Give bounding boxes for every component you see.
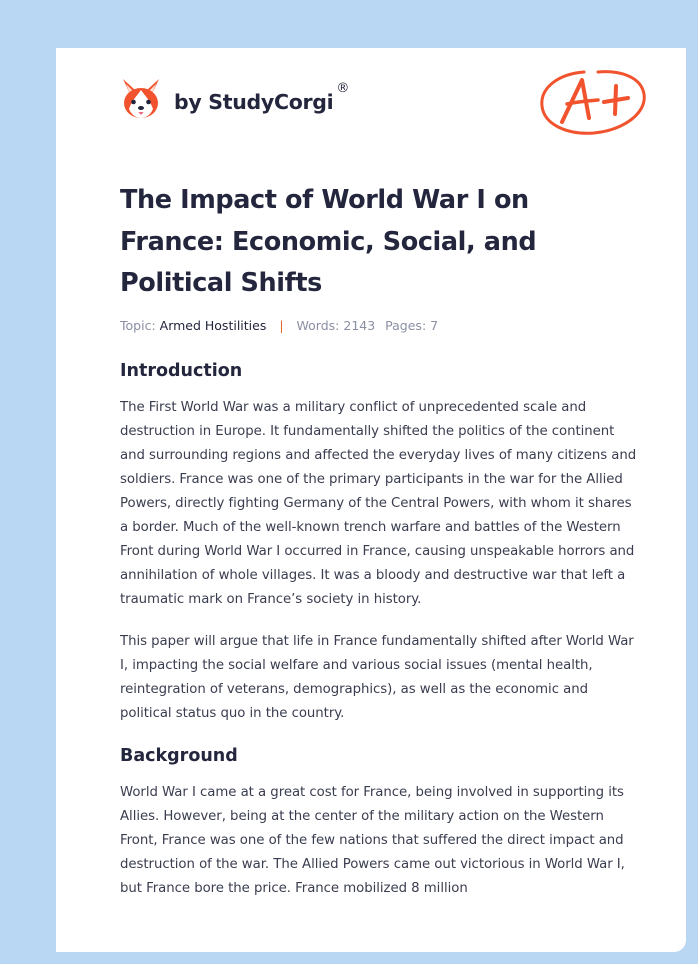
paragraph: This paper will argue that life in France fundamentally shifted after World War I, impacting the social welfare and various social issues (mental health, reintegration of veterans, demographics), as well as the economic and political status quo in the country. [120, 633, 634, 721]
logo-wordmark: by StudyCorgi [174, 90, 334, 114]
paragraph: World War I came at a great cost for France, being involved in supporting its Allies. However, being at the center of the military action on the Western Front, France was one of the few nations that suffered the direct impact and destruction of the war. The Allied Powers came out victorious in World War I, but France bore the price. France mobilized 8 million [120, 784, 625, 896]
topic-link[interactable]: Armed Hostilities [159, 317, 267, 333]
registered-mark: ® [336, 80, 350, 96]
pages-count: 7 [430, 317, 439, 333]
page-header [56, 48, 686, 168]
section-heading-background: Background [120, 745, 238, 766]
document-page [56, 48, 686, 952]
studycorgi-logo[interactable] [120, 76, 349, 120]
corgi-logo-icon [120, 76, 162, 120]
paragraph: The First World War was a military conflict of unprecedented scale and destruction in Europe. It fundamentally shifted the politics of the continent and surrounding regions and affected the everyday lives of many citizens and soldiers. France was one of the primary participants in the war for the Allied Powers, directly fighting Germany of the Central Powers, with whom it shares a border. Much of the well-known trench warfare and battles of the Western Front during World War I occurred in France, causing unspeakable horrors and annihilation of whole villages. It was a bloody and destructive war that left a traumatic mark on France’s society in history. [120, 399, 637, 607]
words-label: Words: [296, 317, 340, 333]
article-content [120, 180, 640, 901]
a-plus-grade-icon [538, 58, 650, 140]
topic-label: Topic: [120, 317, 156, 333]
pages-label: Pages: [385, 317, 427, 333]
section-heading-introduction: Introduction [120, 360, 243, 381]
meta-separator: | [279, 317, 284, 333]
article-title: The Impact of World War I on France: Economic, Social, and Political Shifts [120, 185, 537, 298]
article-meta [120, 316, 640, 336]
words-count: 2143 [343, 317, 376, 333]
